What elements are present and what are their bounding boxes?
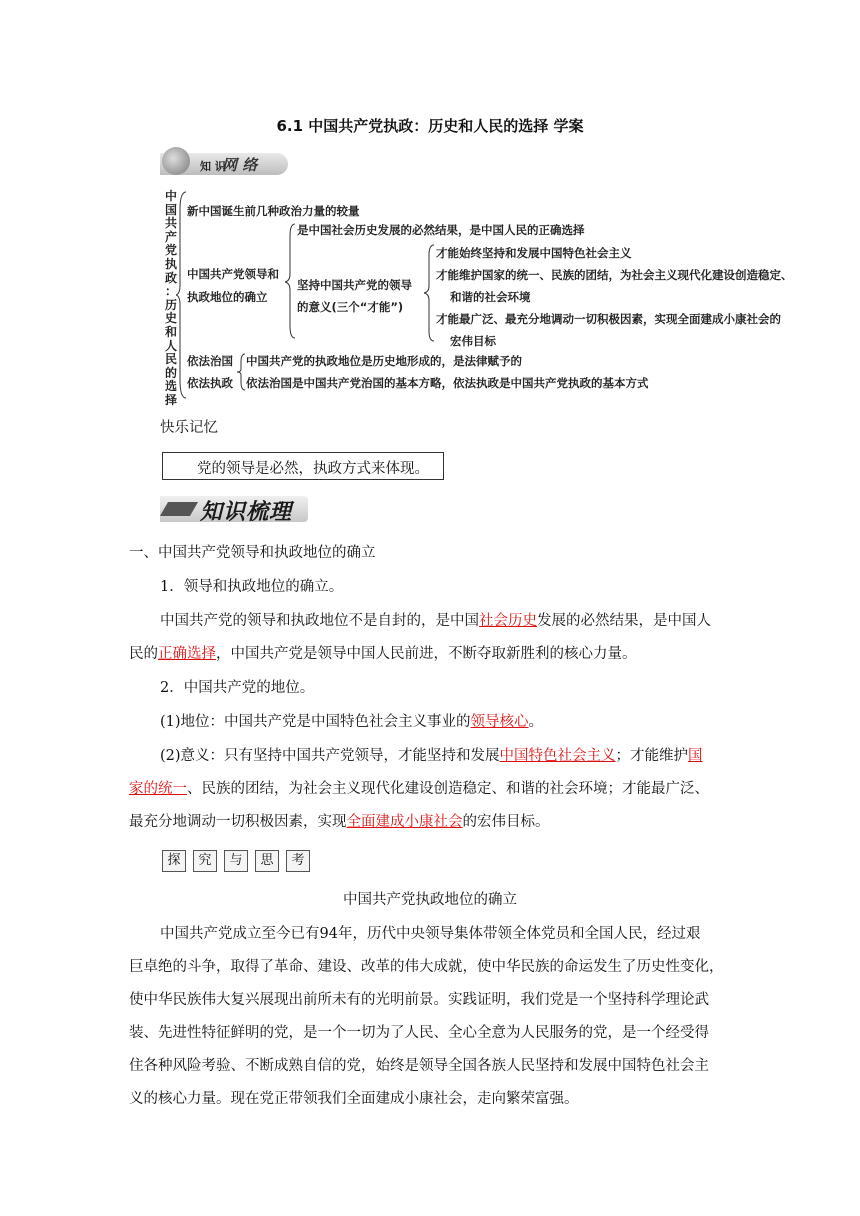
section-heading: 一、中国共产党领导和执政地位的确立 [129,545,376,561]
banner-large-text: 网 络 [222,156,258,174]
branch2-brace [285,222,297,340]
mindmap-b2-item1: 是中国社会历史发展的必然结果，是中国人民的正确选择 [297,223,585,237]
mindmap-branch-3-line1: 依法治国 [187,354,233,368]
paragraph-1-line1: 中国共产党的领导和执政地位不是自封的，是中国社会历史发展的必然结果，是中国人 [160,613,711,629]
memo-box [162,452,444,480]
mindmap-branch-2-line2: 执政地位的确立 [187,290,268,304]
mindmap-root: 中 国 共 产 党 执 政 ： 历 史 和 人 民 的 选 择 [164,189,177,407]
sub-brace [424,243,436,343]
paragraph-3-line1: (2)意义：只有坚持中国共产党领导，才能坚持和发展中国特色社会主义；才能维护国 [160,748,703,764]
answer-blank: 中国特色社会主义 [499,748,616,764]
mindmap-branch-2-line1: 中国共产党领导和 [187,267,279,281]
knowledge-review-banner [160,494,310,524]
mindmap-branch-1: 新中国诞生前几种政治力量的较量 [187,204,360,218]
emblem-icon [162,147,190,175]
mindmap-cn2b: 和谐的社会环境 [450,290,531,304]
knowledge-network-banner [160,147,290,177]
item-heading-2: 2．中国共产党的地位。 [160,680,315,696]
mindmap-cn3b: 宏伟目标 [450,334,496,348]
banner-small-text: 知 识 [200,160,226,173]
article-title: 中国共产党执政地位的确立 [343,892,517,908]
article-line: 巨卓绝的斗争，取得了革命、建设、改革的伟大成就，使中华民族的命运发生了历史性变化， [129,959,724,975]
paragraph-1-line2: 民的正确选择，中国共产党是领导中国人民前进，不断夺取新胜利的核心力量。 [129,646,637,662]
answer-blank: 领导核心 [470,714,529,730]
article-line: 装、先进性特征鲜明的党，是一个一切为了人民、全心全意为人民服务的党，是一个经受得 [129,1025,709,1041]
paragraph-3-line3: 最充分地调动一切积极因素，实现全面建成小康社会的宏伟目标。 [129,814,550,830]
mindmap-branch-3-line2: 依法执政 [187,376,233,390]
answer-blank: 家的统一 [129,781,187,797]
article-line: 中国共产党成立至今已有94年，历代中央领导集体带领全体党员和全国人民，经过艰 [160,926,701,942]
mindmap-cn3a: 才能最广泛、最充分地调动一切积极因素，实现全面建成小康社会的 [436,312,781,326]
article-line: 使中华民族伟大复兴展现出前所未有的光明前景。实践证明，我们党是一个坚持科学理论武 [129,992,709,1008]
paragraph-2: (1)地位：中国共产党是中国特色社会主义事业的领导核心。 [160,714,544,730]
mindmap-cn1: 才能始终坚持和发展中国特色社会主义 [436,246,632,260]
article-line: 住各种风险考验、不断成熟自信的党，始终是领导全国各族人民坚持和发展中国特色社会主 [129,1058,709,1074]
mindmap-b3-item2: 依法治国是中国共产党治国的基本方略，依法执政是中国共产党执政的基本方式 [246,376,649,390]
answer-blank: 社会历史 [479,613,537,629]
answer-blank: 国 [688,748,703,764]
mindmap-b2-sub-line1: 坚持中国共产党的领导 [297,278,412,292]
banner-text: 知识梳理 [200,499,293,525]
page-title: 6.1 中国共产党执政：历史和人民的选择 学案 [276,117,584,135]
memo-text: 党的领导是必然，执政方式来体现。 [197,461,429,477]
item-heading-1: 1．领导和执政地位的确立。 [160,579,344,595]
paragraph-3-line2: 家的统一、民族的团结，为社会主义现代化建设创造稳定、和谐的社会环境；才能最广泛、 [129,781,709,797]
mindmap-b3-item1: 中国共产党的执政地位是历史地形成的，是法律赋予的 [246,354,522,368]
answer-blank: 全面建成小康社会 [346,814,463,830]
mindmap-cn2a: 才能维护国家的统一、民族的团结，为社会主义现代化建设创造稳定、 [436,268,793,282]
answer-blank: 正确选择 [158,646,216,662]
memo-heading: 快乐记忆 [160,420,218,436]
explore-think-label: 探 究 与 思 考 [162,849,317,872]
article-line: 义的核心力量。现在党正带领我们全面建成小康社会，走向繁荣富强。 [129,1091,579,1107]
mindmap-b2-sub-line2: 的意义(三个“才能”) [297,300,404,314]
